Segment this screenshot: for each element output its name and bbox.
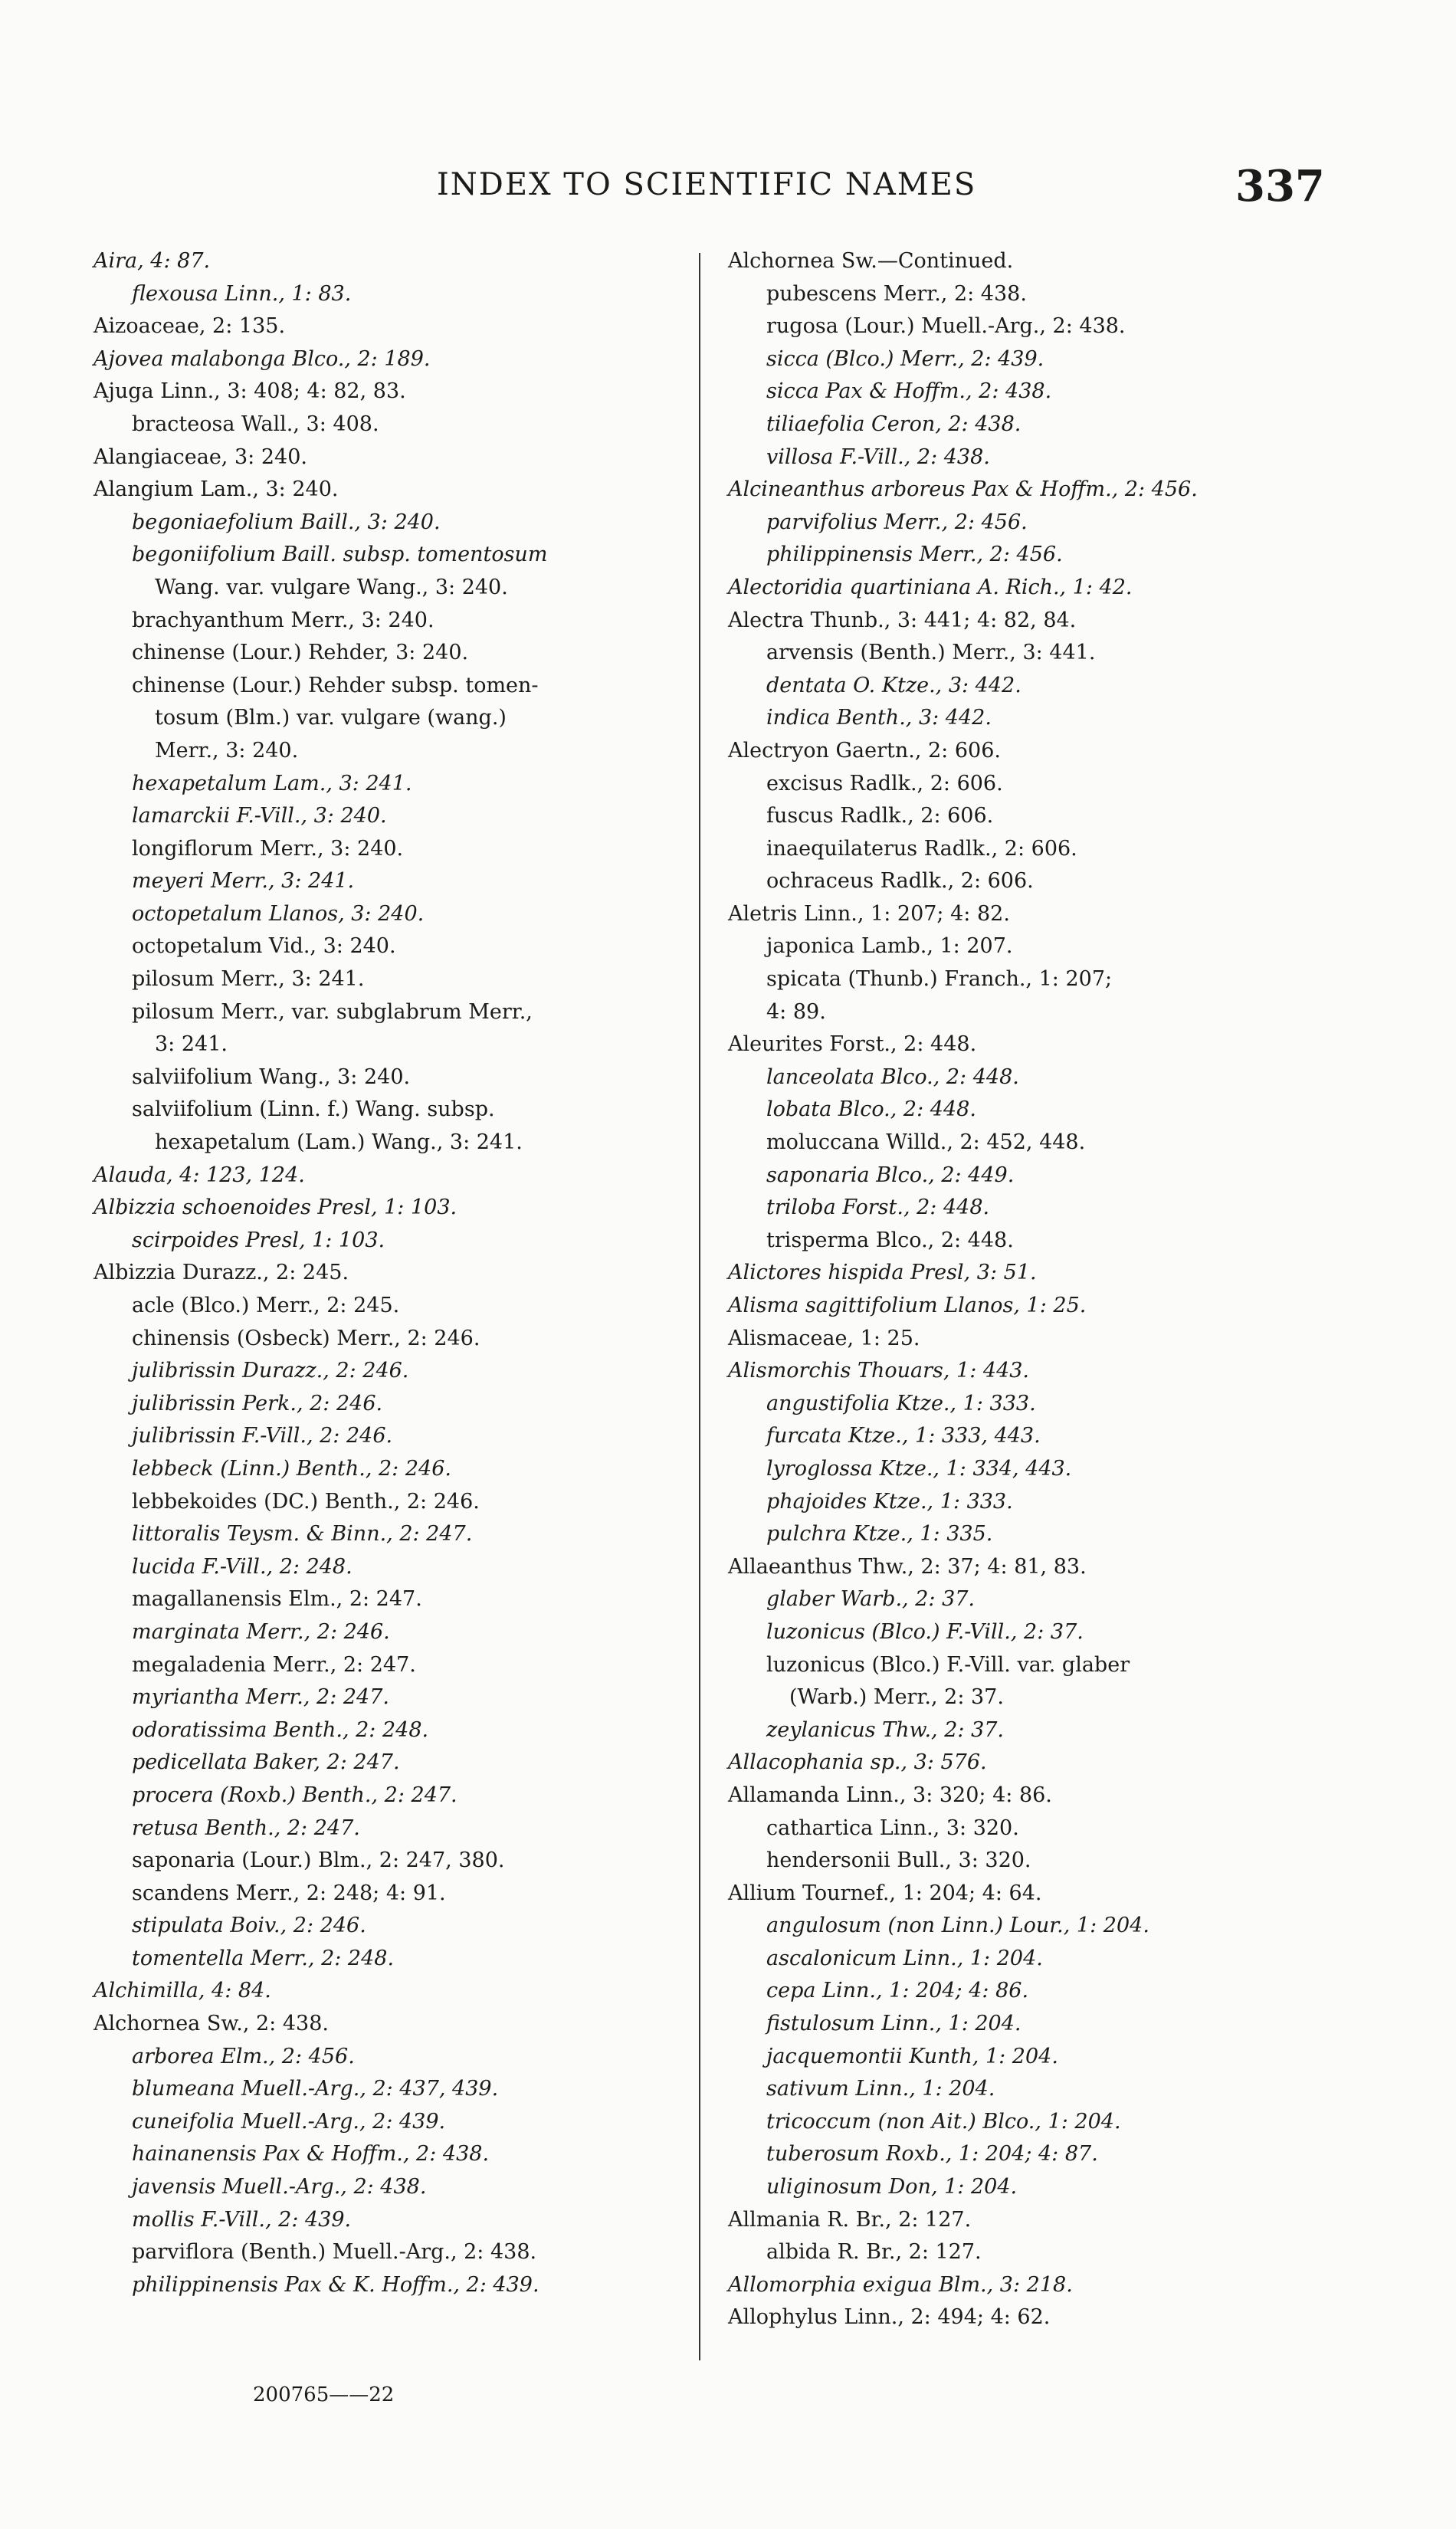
index-entry: Alauda, 4: 123, 124.	[93, 1163, 305, 1187]
index-entry: pubescens Merr., 2: 438.	[766, 281, 1027, 306]
index-entry: Allomorphia exigua Blm., 3: 218.	[728, 2272, 1073, 2297]
index-entry: tricoccum (non Ait.) Blco., 1: 204.	[766, 2109, 1121, 2134]
index-entry: lyroglossa Ktze., 1: 334, 443.	[766, 1456, 1072, 1481]
index-entry: triloba Forst., 2: 448.	[766, 1196, 990, 1220]
index-entry: cathartica Linn., 3: 320.	[766, 1816, 1019, 1840]
index-entry: zeylanicus Thw., 2: 37.	[766, 1717, 1005, 1742]
index-entry: sicca (Blco.) Merr., 2: 439.	[766, 346, 1044, 371]
index-entry: uliginosum Don, 1: 204.	[766, 2175, 1018, 2199]
index-entry: phajoides Ktze., 1: 333.	[766, 1489, 1013, 1514]
index-entry: lucida F.-Vill., 2: 248.	[132, 1554, 353, 1579]
index-entry: hainanensis Pax & Hoffm., 2: 438.	[132, 2142, 490, 2167]
index-entry: Allacophania sp., 3: 576.	[728, 1750, 987, 1775]
index-entry: procera (Roxb.) Benth., 2: 247.	[132, 1783, 457, 1807]
index-entry: Aleurites Forst., 2: 448.	[728, 1032, 977, 1057]
index-entry: ascalonicum Linn., 1: 204.	[766, 1946, 1043, 1970]
index-entry: luzonicus (Blco.) F.-Vill., 2: 37.	[766, 1619, 1084, 1644]
index-entry: Allaeanthus Thw., 2: 37; 4: 81, 83.	[728, 1554, 1087, 1579]
index-entry: tiliaefolia Ceron, 2: 438.	[766, 412, 1021, 436]
index-entry: Alchornea Sw.—Continued.	[728, 249, 1014, 273]
index-entry: pilosum Merr., 3: 241.	[132, 967, 365, 992]
index-entry: Alangium Lam., 3: 240.	[93, 477, 339, 502]
index-entry: angustifolia Ktze., 1: 333.	[766, 1391, 1036, 1415]
index-entry: begoniifolium Baill. subsp. tomentosum	[132, 543, 548, 567]
index-entry: rugosa (Lour.) Muell.-Arg., 2: 438.	[766, 314, 1126, 339]
index-entry: pilosum Merr., var. subglabrum Merr.,	[132, 999, 533, 1024]
index-entry: acle (Blco.) Merr., 2: 245.	[132, 1294, 400, 1317]
index-entry: sativum Linn., 1: 204.	[766, 2077, 995, 2101]
index-entry: Aira, 4: 87.	[93, 249, 211, 273]
index-entry: octopetalum Llanos, 3: 240.	[132, 901, 425, 926]
index-entry: hexapetalum Lam., 3: 241.	[132, 771, 412, 795]
index-entry: furcata Ktze., 1: 333, 443.	[766, 1424, 1041, 1448]
index-entry: brachyanthum Merr., 3: 240.	[132, 608, 435, 632]
index-entry: philippinensis Merr., 2: 456.	[766, 543, 1063, 567]
index-entry: lebbeck (Linn.) Benth., 2: 246.	[132, 1456, 451, 1481]
index-entry: marginata Merr., 2: 246.	[132, 1619, 390, 1644]
index-entry: angulosum (non Linn.) Lour., 1: 204.	[766, 1914, 1149, 1938]
index-entry: pulchra Ktze., 1: 335.	[766, 1522, 993, 1547]
index-entry: javensis Muell.-Arg., 2: 438.	[132, 2175, 427, 2199]
index-entry: Alismaceae, 1: 25.	[728, 1326, 920, 1350]
index-entry: sicca Pax & Hoffm., 2: 438.	[766, 379, 1052, 404]
index-entry: glaber Warb., 2: 37.	[766, 1587, 976, 1612]
index-entry: salviifolium Wang., 3: 240.	[132, 1064, 411, 1089]
index-entry: Alangiaceae, 3: 240.	[93, 444, 307, 469]
index-entry: jacquemontii Kunth, 1: 204.	[766, 2044, 1058, 2068]
index-entry: spicata (Thunb.) Franch., 1: 207;	[766, 967, 1113, 992]
index-entry: flexousa Linn., 1: 83.	[132, 281, 352, 306]
index-entry: Allium Tournef., 1: 204; 4: 64.	[728, 1881, 1042, 1905]
index-entry: tomentella Merr., 2: 248.	[132, 1946, 395, 1970]
index-entry: Aizoaceae, 2: 135.	[93, 314, 286, 339]
index-entry: Alchimilla, 4: 84.	[93, 1979, 271, 2003]
index-entry: 4: 89.	[766, 999, 826, 1024]
index-entry: scirpoides Presl, 1: 103.	[132, 1228, 385, 1252]
index-entry: Alectra Thunb., 3: 441; 4: 82, 84.	[728, 608, 1077, 632]
index-entry: saponaria (Lour.) Blm., 2: 247, 380.	[132, 1848, 505, 1873]
index-entry: Wang. var. vulgare Wang., 3: 240.	[155, 575, 508, 599]
index-entry: tuberosum Roxb., 1: 204; 4: 87.	[766, 2142, 1098, 2167]
index-entry: Allmania R. Br., 2: 127.	[728, 2207, 972, 2232]
index-entry: Ajuga Linn., 3: 408; 4: 82, 83.	[93, 379, 406, 404]
index-entry: magallanensis Elm., 2: 247.	[132, 1587, 422, 1612]
index-entry: begoniaefolium Baill., 3: 240.	[132, 510, 441, 534]
index-entry: lanceolata Blco., 2: 448.	[766, 1064, 1019, 1089]
index-entry: indica Benth., 3: 442.	[766, 706, 992, 730]
index-entry: parvifolius Merr., 2: 456.	[766, 510, 1028, 534]
index-entry: Allophylus Linn., 2: 494; 4: 62.	[728, 2305, 1051, 2330]
index-entry: fuscus Radlk., 2: 606.	[766, 804, 994, 828]
index-entry: cuneifolia Muell.-Arg., 2: 439.	[132, 2109, 446, 2134]
index-entry: arvensis (Benth.) Merr., 3: 441.	[766, 641, 1096, 665]
running-title: INDEX TO SCIENTIFIC NAMES	[437, 167, 977, 202]
index-entry: excisus Radlk., 2: 606.	[766, 771, 1003, 795]
index-entry: bracteosa Wall., 3: 408.	[132, 412, 379, 436]
index-entry: hexapetalum (Lam.) Wang., 3: 241.	[155, 1130, 523, 1155]
index-entry: stipulata Boiv., 2: 246.	[132, 1914, 366, 1938]
index-entry: chinense (Lour.) Rehder, 3: 240.	[132, 641, 469, 665]
index-entry: julibrissin F.-Vill., 2: 246.	[132, 1424, 393, 1448]
printer-signature: 200765——22	[253, 2383, 395, 2406]
index-entry: littoralis Teysm. & Binn., 2: 247.	[132, 1522, 473, 1547]
index-entry: Merr., 3: 240.	[155, 738, 299, 763]
index-entry: trisperma Blco., 2: 448.	[766, 1228, 1014, 1252]
index-entry: odoratissima Benth., 2: 248.	[132, 1717, 429, 1742]
index-entry: fistulosum Linn., 1: 204.	[766, 2012, 1021, 2036]
index-entry: longiflorum Merr., 3: 240.	[132, 836, 404, 861]
index-entry: Alectoridia quartiniana A. Rich., 1: 42.	[728, 575, 1133, 599]
index-entry: retusa Benth., 2: 247.	[132, 1816, 360, 1840]
index-entry: 3: 241.	[155, 1032, 228, 1057]
index-entry: Ajovea malabonga Blco., 2: 189.	[93, 346, 431, 371]
column-divider	[699, 253, 700, 2360]
index-entry: Alchornea Sw., 2: 438.	[93, 2012, 329, 2036]
index-entry: tosum (Blm.) var. vulgare (wang.)	[155, 706, 507, 730]
index-entry: scandens Merr., 2: 248; 4: 91.	[132, 1881, 446, 1905]
index-entry: meyeri Merr., 3: 241.	[132, 869, 355, 894]
index-entry: julibrissin Perk., 2: 246.	[132, 1391, 383, 1415]
index-entry: japonica Lamb., 1: 207.	[766, 934, 1013, 959]
index-entry: Alectryon Gaertn., 2: 606.	[728, 738, 1001, 763]
index-entry: Albizzia Durazz., 2: 245.	[93, 1261, 349, 1285]
index-entry: parviflora (Benth.) Muell.-Arg., 2: 438.	[132, 2240, 537, 2265]
index-entry: philippinensis Pax & K. Hoffm., 2: 439.	[132, 2272, 539, 2297]
page-header	[0, 161, 1456, 215]
index-entry: lebbekoides (DC.) Benth., 2: 246.	[132, 1489, 480, 1514]
index-entry: Allamanda Linn., 3: 320; 4: 86.	[728, 1783, 1052, 1807]
index-entry: (Warb.) Merr., 2: 37.	[789, 1685, 1004, 1710]
page-number: 337	[1235, 161, 1325, 212]
index-entry: albida R. Br., 2: 127.	[766, 2240, 982, 2265]
index-entry: Aletris Linn., 1: 207; 4: 82.	[728, 901, 1010, 926]
index-entry: luzonicus (Blco.) F.-Vill. var. glaber	[766, 1652, 1130, 1677]
index-entry: moluccana Willd., 2: 452, 448.	[766, 1130, 1086, 1155]
index-entry: Alcineanthus arboreus Pax & Hoffm., 2: 456.	[728, 477, 1198, 502]
index-entry: lamarckii F.-Vill., 3: 240.	[132, 804, 387, 828]
index-entry: mollis F.-Vill., 2: 439.	[132, 2207, 352, 2232]
index-entry: julibrissin Durazz., 2: 246.	[132, 1359, 409, 1383]
index-entry: Alictores hispida Presl, 3: 51.	[728, 1261, 1037, 1285]
index-entry: saponaria Blco., 2: 449.	[766, 1163, 1015, 1187]
index-entry: blumeana Muell.-Arg., 2: 437, 439.	[132, 2077, 499, 2101]
index-entry: Albizzia schoenoides Presl, 1: 103.	[93, 1196, 457, 1220]
index-entry: villosa F.-Vill., 2: 438.	[766, 444, 990, 469]
index-entry: arborea Elm., 2: 456.	[132, 2044, 355, 2068]
index-column-right	[728, 245, 1356, 2334]
index-entry: pedicellata Baker, 2: 247.	[132, 1750, 400, 1775]
index-entry: myriantha Merr., 2: 247.	[132, 1685, 389, 1710]
index-entry: hendersonii Bull., 3: 320.	[766, 1848, 1031, 1873]
index-entry: megaladenia Merr., 2: 247.	[132, 1652, 416, 1677]
index-entry: Alisma sagittifolium Llanos, 1: 25.	[728, 1294, 1087, 1317]
index-entry: lobata Blco., 2: 448.	[766, 1097, 976, 1122]
index-entry: salviifolium (Linn. f.) Wang. subsp.	[132, 1097, 495, 1122]
index-entry: octopetalum Vid., 3: 240.	[132, 934, 396, 959]
index-entry: cepa Linn., 1: 204; 4: 86.	[766, 1979, 1029, 2003]
index-entry: inaequilaterus Radlk., 2: 606.	[766, 836, 1077, 861]
index-column-left	[93, 245, 699, 2301]
index-entry: chinense (Lour.) Rehder subsp. tomen-	[132, 673, 539, 697]
index-entry: Alismorchis Thouars, 1: 443.	[728, 1359, 1030, 1383]
index-entry: dentata O. Ktze., 3: 442.	[766, 673, 1021, 697]
index-entry: ochraceus Radlk., 2: 606.	[766, 869, 1034, 894]
index-entry: chinensis (Osbeck) Merr., 2: 246.	[132, 1326, 480, 1350]
